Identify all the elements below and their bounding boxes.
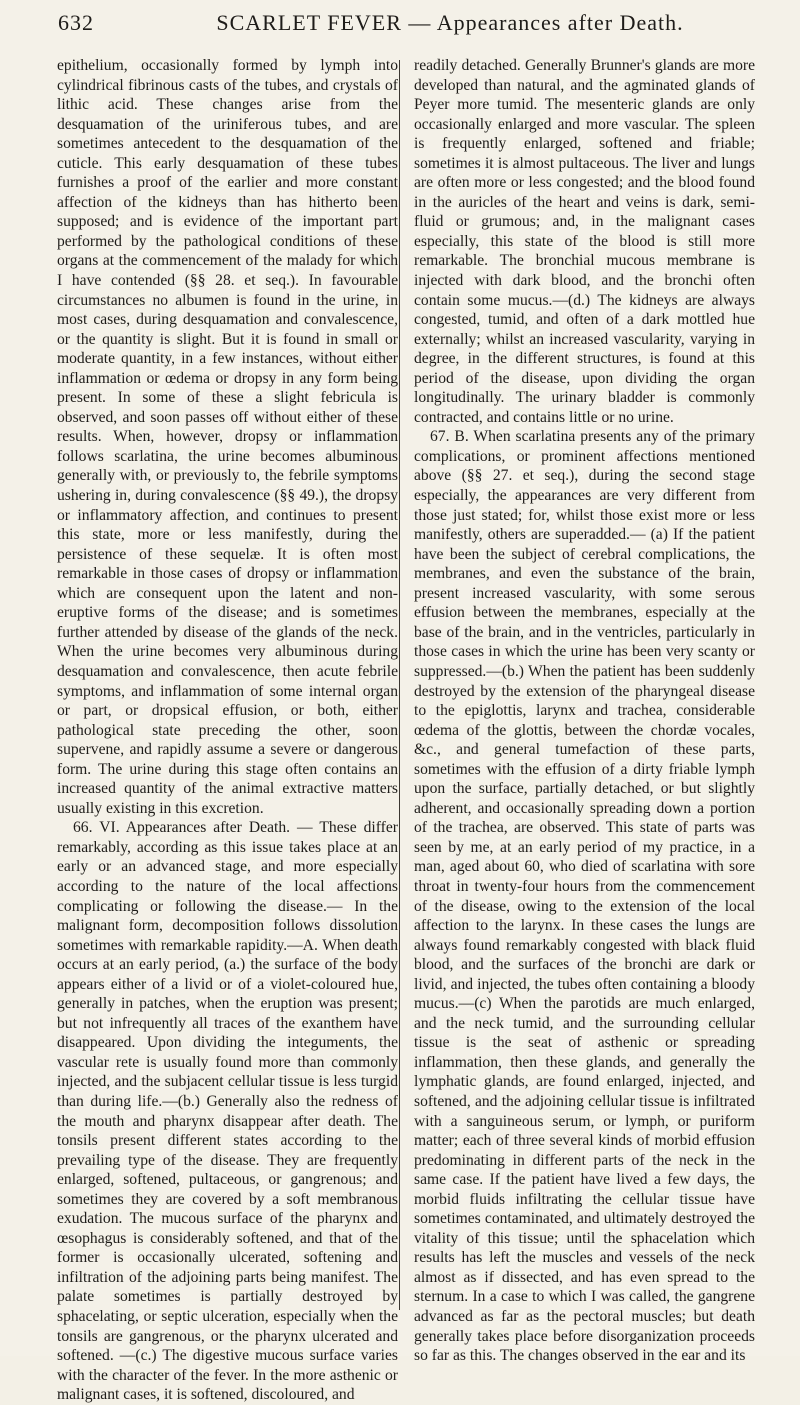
right-column	[414, 56, 755, 1405]
page-header	[58, 10, 752, 50]
paragraph: readily detached. Generally Brunner's glands are more developed than natural, and the agminated glands of Peyer more tumid. The mesenteric glands are only occasionally enlarged and more vascular. The spleen is frequently enlarged, softened and friable; sometimes it is almost pultaceous. The liver and lungs are often more or less congested; and the blood found in the auricles of the heart and veins is dark, semi-fluid or grumous; and, in the malignant cases especially, this state of the blood is still more remarkable. The bronchial mucous membrane is injected with dark blood, and the bronchi often contain some mucus.—(d.) The kidneys are always congested, tumid, and often of a dark mottled hue externally; whilst an increased vascularity, varying in degree, in the different structures, is found at this period of the disease, upon dividing the organ longitudinally. The urinary bladder is commonly contracted, and contains little or no urine.	[414, 57, 755, 426]
page-number: 632	[58, 10, 94, 35]
left-column	[57, 56, 398, 1405]
paragraph: 66. VI. Appearances after Death. — These differ remarkably, according as this issue takes place at an early or an advanced stage, and more especially according to the nature of the local affections complicating or following the disease.— In the malignant form, decomposition follows dissolution sometimes with remarkable rapidity.—A. When death occurs at an early period, (a.) the surface of the body appears either of a livid or of a violet-coloured hue, generally in patches, when the eruption was present; but not infrequently all traces of the exanthem have disappeared. Upon dividing the integuments, the vascular rete is usually found more than commonly injected, and the subjacent cellular tissue is less turgid than during life.—(b.) Generally also the redness of the mouth and pharynx disappear after death. The tonsils present different states according to the prevailing type of the disease. They are frequently enlarged, softened, pultaceous, or gangrenous; and sometimes they are covered by a soft membranous exudation. The mucous surface of the pharynx and œsophagus is considerably softened, and that of the former is occasionally ulcerated, softening and infiltration of the adjoining parts being manifest. The palate sometimes is partially destroyed by sphacelating, or septic ulceration, especially when the tonsils are gangrenous, or the pharynx ulcerated and softened. —(c.) The digestive mucous surface varies with the character of the fever. In the more asthenic or malignant cases, it is softened, discoloured, and	[57, 819, 398, 1404]
paragraph: epithelium, occasionally formed by lymph into cylindrical fibrinous casts of the tubes, and crystals of lithic acid. These changes arise from the desquamation of the uriniferous tubes, and are sometimes antecedent to the desquamation of the cuticle. This early desquamation of these tubes furnishes a proof of the earlier and more constant affection of the kidneys than has hitherto been supposed; and is evidence of the important part performed by the pathological conditions of these organs at the commencement of the malady for which I have contended (§§ 28. et seq.). In favourable circumstances no albumen is found in the urine, in most cases, during desquamation and convalescence, or the quantity is slight. But it is found in small or moderate quantity, in a few instances, without either inflammation or œdema or dropsy in any form being present. In some of these a slight febricula is observed, and soon passes off without either of these results. When, however, dropsy or inflammation follows scarlatina, the urine becomes albuminous generally with, or previously to, the febrile symptoms ushering in, during convalescence (§§ 49.), the dropsy or inflammatory affection, and continues to present this state, more or less manifestly, during the persistence of these sequelæ. It is often most remarkable in those cases of dropsy or inflammation which are consequent upon the latent and non-eruptive forms of the disease; and is sometimes further attended by disease of the glands of the neck. When the urine becomes very albuminous during desquamation and convalescence, then acute febrile symptoms, and inflammation of some internal organ or part, or dropsical effusion, or both, either pathological state preceding the other, soon supervene, and rapidly assume a severe or dangerous form. The urine during this stage often contains an increased quantity of the animal extractive matters usually existing in this excretion.	[57, 57, 398, 817]
text-columns	[57, 56, 755, 1405]
running-head: SCARLET FEVER — Appearances after Death.	[216, 10, 684, 35]
paragraph: 67. B. When scarlatina presents any of the primary complications, or prominent affections mentioned above (§§ 27. et seq.), during the second stage especially, the appearances are very different from those just stated; for, whilst those exist more or less manifestly, others are superadded.— (a) If the patient have been the subject of cerebral complications, the membranes, and even the substance of the brain, present increased vascularity, with some serous effusion between the membranes, especially at the base of the brain, and in the ventricles, particularly in those cases in which the urine has been very scanty or suppressed.—(b.) When the patient has been suddenly destroyed by the extension of the pharyngeal disease to the epiglottis, larynx and trachea, considerable œdema of the glottis, between the chordæ vocales, &c., and general tumefaction of these parts, sometimes with the effusion of a dirty friable lymph upon the surface, partially detached, or but slightly adherent, and occasionally spreading down a portion of the trachea, are observed. This state of parts was seen by me, at an early period of my practice, in a man, aged about 60, who died of scarlatina with sore throat in twenty-four hours from the commencement of the disease, owing to the extension of the local affection to the larynx. In these cases the lungs are always found remarkably congested with black fluid blood, and the surfaces of the bronchi are dark or livid, and injected, the tubes often containing a bloody mucus.—(c) When the parotids are much enlarged, and the neck tumid, and the surrounding cellular tissue is the seat of asthenic or spreading inflammation, then these glands, and generally the lymphatic glands, are found enlarged, injected, and softened, and the adjoining cellular tissue is infiltrated with a sanguineous serum, or lymph, or puriform matter; each of three several kinds of morbid effusion predominating in different parts of the neck in the same case. If the patient have lived a few days, the morbid fluids infiltrating the cellular tissue have sometimes contaminated, and ultimately destroyed the vitality of this tissue; until the sphacelation which results has left the muscles and vessels of the neck almost as if dissected, and has even spread to the sternum. In a case to which I was called, the gangrene advanced as far as the pectoral muscles; but death generally takes place before disorganization proceeds so far as this. The changes observed in the ear and its	[414, 428, 755, 1365]
